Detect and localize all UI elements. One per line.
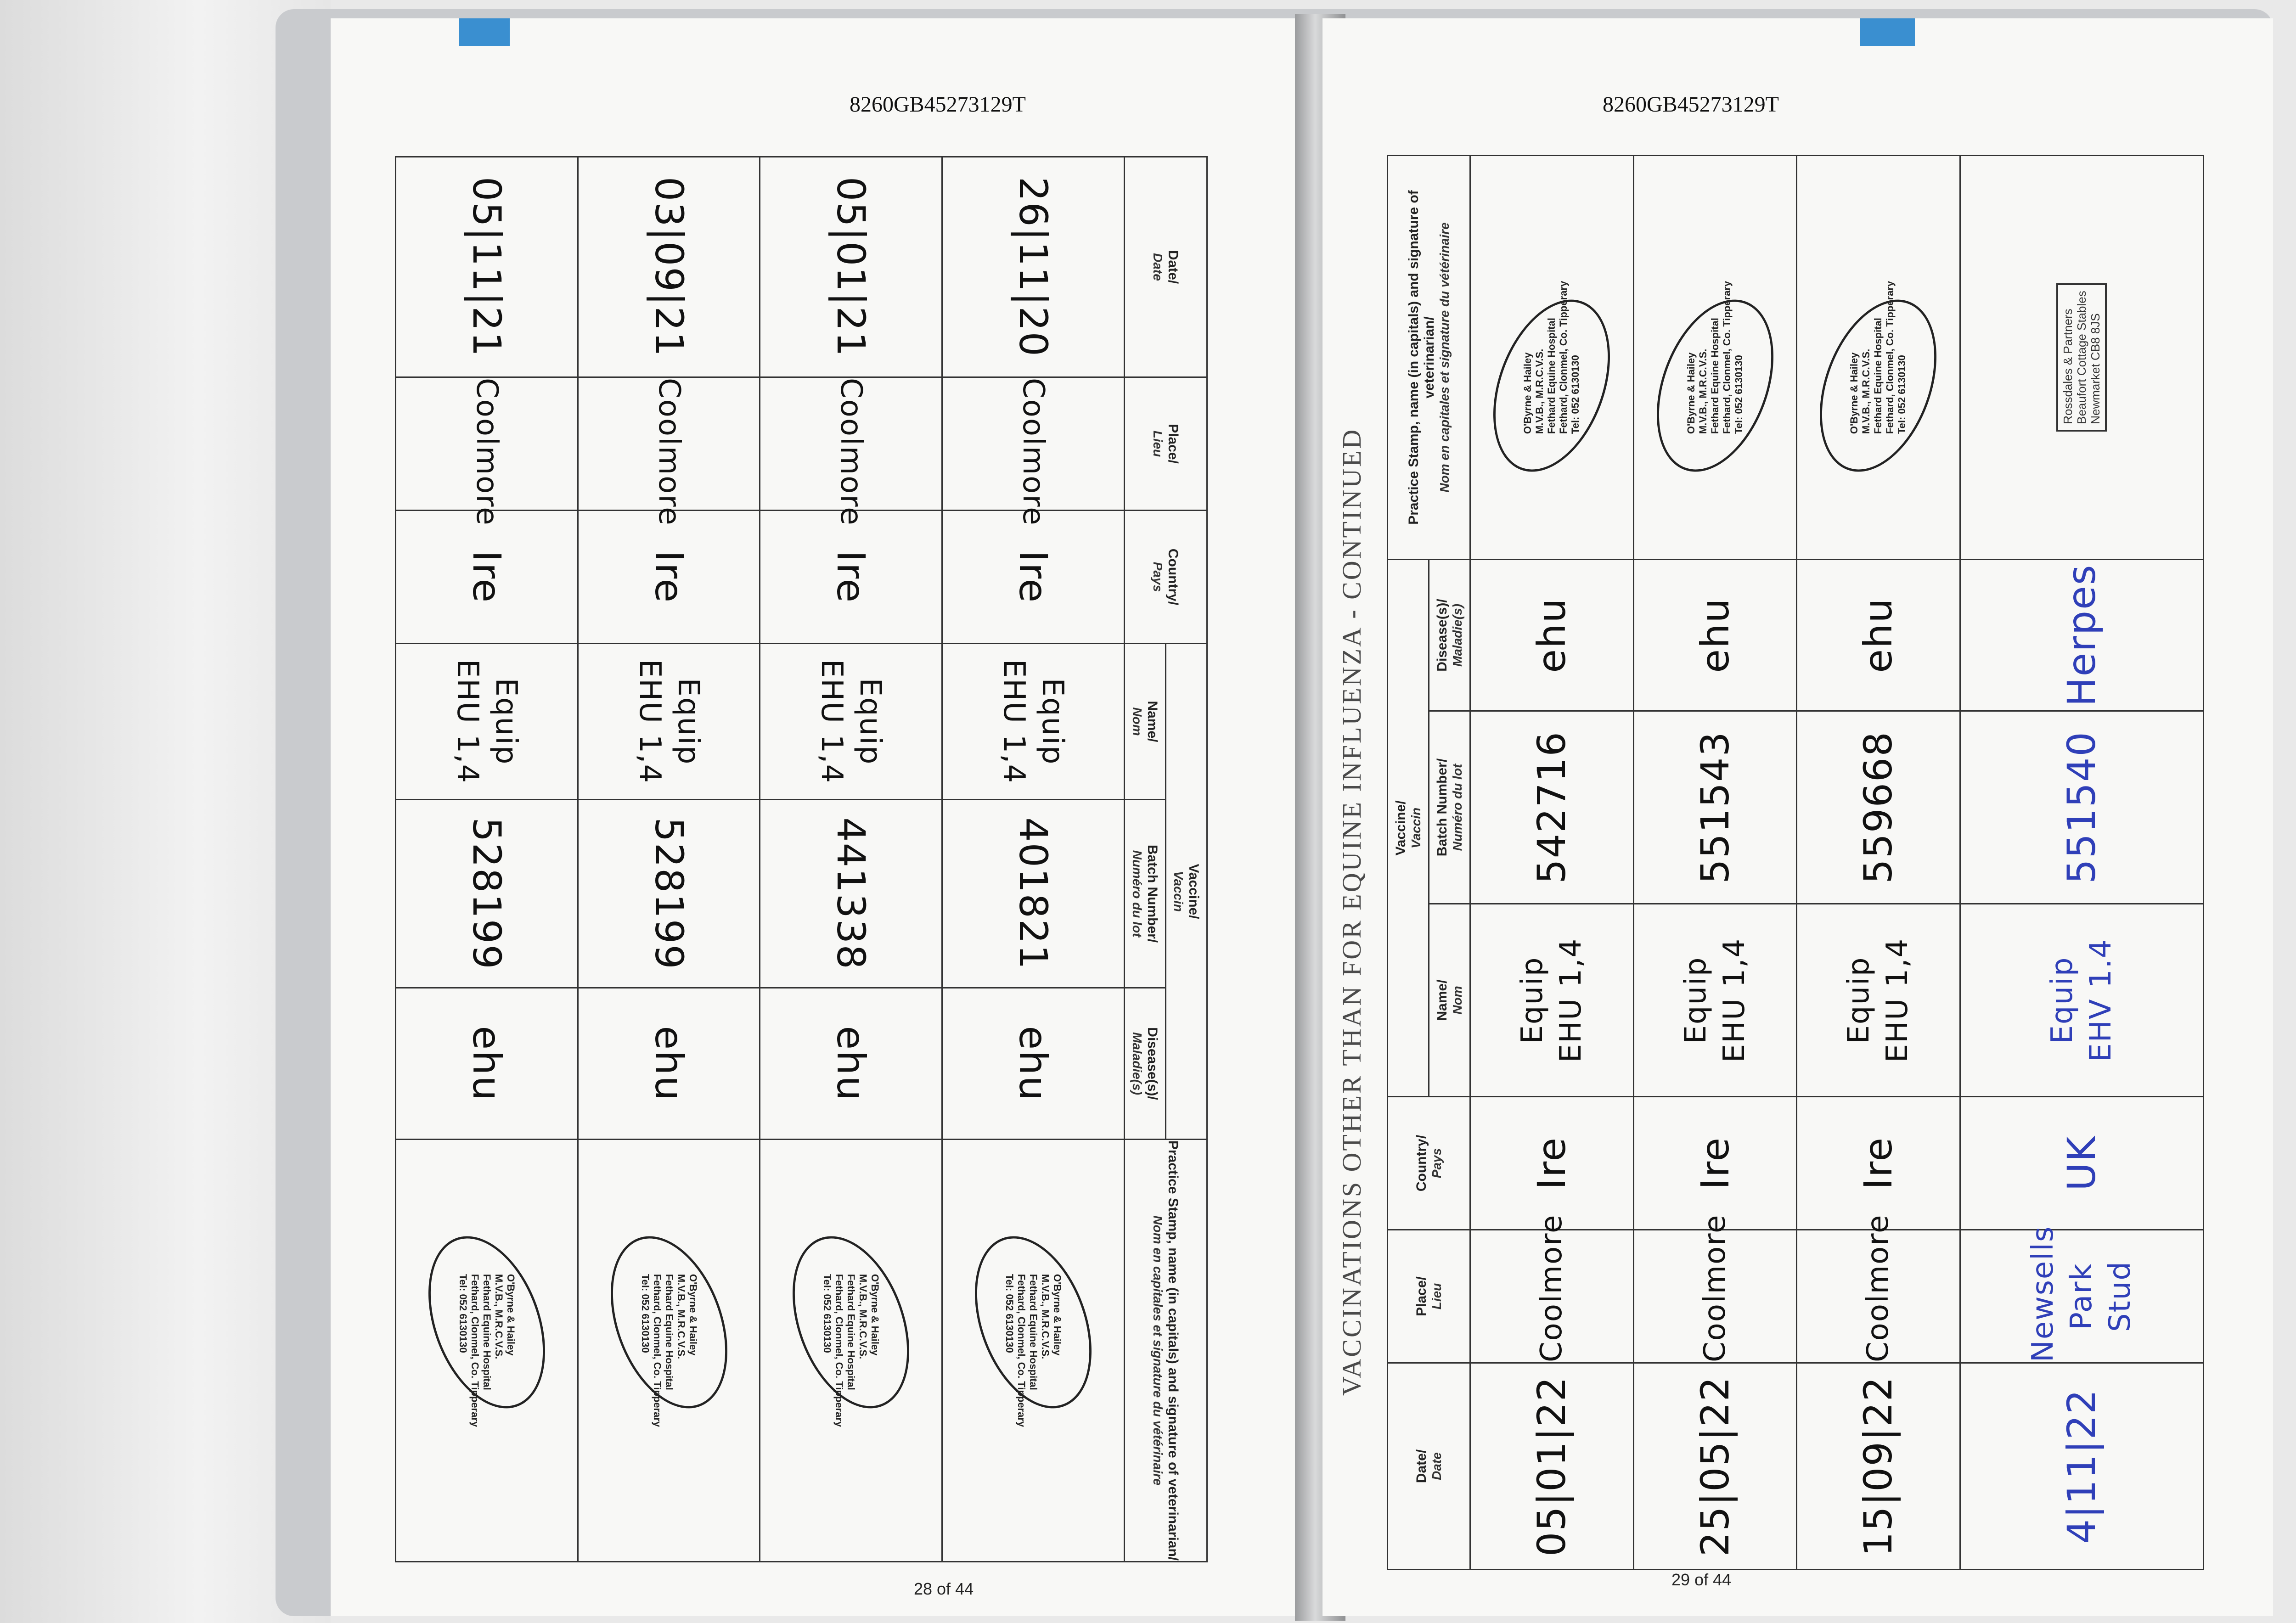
left-page — [331, 18, 1313, 1616]
cell-batch: 542716 — [1470, 711, 1634, 904]
cell-batch: 551543 — [1633, 711, 1797, 904]
table-row — [396, 157, 578, 1562]
cell-place: Coolmore — [578, 377, 760, 511]
table-row — [760, 157, 942, 1562]
signature-loop — [589, 1220, 749, 1424]
vaccination-table-right — [1387, 156, 2204, 1570]
header-country: Country/ Pays — [1388, 1097, 1470, 1230]
page-number: 29 of 44 — [1671, 1570, 1732, 1589]
cell-place: Coolmore — [1470, 1230, 1634, 1363]
cell-date: 03|09|21 — [578, 157, 760, 377]
cell-batch: 528199 — [396, 800, 578, 988]
cell-stamp — [760, 1140, 942, 1562]
cell-date: 4|11|22 — [1960, 1363, 2203, 1570]
cell-date: 26|11|20 — [942, 157, 1125, 377]
cell-disease: Herpes — [1960, 560, 2203, 711]
cell-place: Coolmore — [396, 377, 578, 511]
cell-country: Ire — [578, 511, 760, 644]
page-number: 28 of 44 — [914, 1579, 974, 1598]
practice-stamp: O'Byrne & Hailey M.V.B., M.R.C.V.S. Fethard Equine Hospital Fethard, Clonmel, Co. Tipperary Tel: 052 6130130 — [1517, 267, 1586, 448]
passport-id: 8260GB45273129T — [850, 92, 1026, 117]
header-disease: Disease(s)/ Maladie(s) — [1429, 560, 1470, 711]
cell-country: Ire — [760, 511, 942, 644]
table-row — [1797, 156, 1960, 1570]
cell-place: Coolmore — [760, 377, 942, 511]
header-stamp: Practice Stamp, name (in capitals) and signature of veterinarian/ Nom en capitales et signature du vétérinaire — [1125, 1140, 1207, 1562]
table-row — [578, 157, 760, 1562]
header-name: Name/ Nom — [1429, 904, 1470, 1097]
practice-stamp: O'Byrne & Hailey M.V.B., M.R.C.V.S. Fethard Equine Hospital Fethard, Clonmel, Co. Tipperary Tel: 052 6130130 — [1844, 267, 1913, 448]
vaccination-table-left — [395, 156, 1208, 1561]
table-row — [942, 157, 1125, 1562]
practice-stamp: O'Byrne & Hailey M.V.B., M.R.C.V.S. Fethard Equine Hospital Fethard, Clonmel, Co. Tipperary Tel: 052 6130130 — [452, 1260, 521, 1441]
cell-place: Newsells Park Stud — [1960, 1230, 2203, 1363]
cell-date: 05|01|21 — [760, 157, 942, 377]
practice-stamp: O'Byrne & Hailey M.V.B., M.R.C.V.S. Fethard Equine Hospital Fethard, Clonmel, Co. Tipperary Tel: 052 6130130 — [999, 1260, 1068, 1441]
table-row — [1633, 156, 1797, 1570]
practice-stamp: O'Byrne & Hailey M.V.B., M.R.C.V.S. Fethard Equine Hospital Fethard, Clonmel, Co. Tipperary Tel: 052 6130130 — [816, 1260, 885, 1441]
cell-disease: ehu — [760, 988, 942, 1140]
cell-stamp — [1470, 156, 1634, 560]
cell-batch: 559668 — [1797, 711, 1960, 904]
practice-stamp: O'Byrne & Hailey M.V.B., M.R.C.V.S. Fethard Equine Hospital Fethard, Clonmel, Co. Tipperary Tel: 052 6130130 — [635, 1260, 703, 1441]
cell-stamp — [1633, 156, 1797, 560]
signature-loop — [1472, 284, 1632, 488]
cell-country: Ire — [396, 511, 578, 644]
cell-vaccine-name: Equip EHU 1,4 — [1797, 904, 1960, 1097]
cell-batch: 401821 — [942, 800, 1125, 988]
cell-disease: ehu — [396, 988, 578, 1140]
cell-batch: 528199 — [578, 800, 760, 988]
cell-vaccine-name: Equip EHU 1,4 — [760, 644, 942, 800]
cell-date: 05|01|22 — [1470, 1363, 1634, 1570]
cell-vaccine-name: Equip EHU 1,4 — [942, 644, 1125, 800]
table-row — [1470, 156, 1634, 1570]
section-title: VACCINATIONS OTHER THAN FOR EQUINE INFLUENZA - CONTINUED — [1337, 427, 1367, 1396]
cell-country: UK — [1960, 1097, 2203, 1230]
cell-disease: ehu — [1470, 560, 1634, 711]
cell-stamp — [1797, 156, 1960, 560]
header-vaccine: Vaccine/ Vaccin — [1388, 560, 1429, 1097]
cell-batch: 441338 — [760, 800, 942, 988]
right-page — [1322, 18, 2273, 1616]
cell-date: 05|11|21 — [396, 157, 578, 377]
cell-vaccine-name: Equip EHU 1,4 — [396, 644, 578, 800]
passport-id: 8260GB45273129T — [1603, 92, 1779, 117]
header-place: Place/ Lieu — [1388, 1230, 1470, 1363]
header-stamp: Practice Stamp, name (in capitals) and signature of veterinarian/ Nom en capitales et signature du vétérinaire — [1388, 156, 1470, 560]
header-batch: Batch Number/ Numéro du lot — [1125, 800, 1166, 988]
cell-country: Ire — [1633, 1097, 1797, 1230]
rossdales-stamp: Rossdales & Partners Beaufort Cottage Stables Newmarket CB8 8JS — [2056, 283, 2107, 432]
header-place: Place/ Lieu — [1125, 377, 1207, 511]
cell-vaccine-name: Equip EHU 1,4 — [1633, 904, 1797, 1097]
signature-loop — [1635, 284, 1795, 488]
cell-stamp — [942, 1140, 1125, 1562]
practice-stamp: O'Byrne & Hailey M.V.B., M.R.C.V.S. Fethard Equine Hospital Fethard, Clonmel, Co. Tipperary Tel: 052 6130130 — [1681, 267, 1750, 448]
cell-place: Coolmore — [942, 377, 1125, 511]
cell-date: 15|09|22 — [1797, 1363, 1960, 1570]
cell-disease: ehu — [1797, 560, 1960, 711]
header-disease: Disease(s)/ Maladie(s) — [1125, 988, 1166, 1140]
cell-disease: ehu — [942, 988, 1125, 1140]
signature-loop — [406, 1220, 567, 1424]
header-country: Country/ Pays — [1125, 511, 1207, 644]
signature-loop — [1798, 284, 1959, 488]
cell-date: 25|05|22 — [1633, 1363, 1797, 1570]
cell-vaccine-name: Equip EHU 1,4 — [578, 644, 760, 800]
cell-stamp — [1960, 156, 2203, 560]
cell-stamp — [578, 1140, 760, 1562]
blue-tab — [459, 18, 510, 46]
cell-vaccine-name: Equip EHV 1.4 — [1960, 904, 2203, 1097]
cell-batch: 551540 — [1960, 711, 2203, 904]
signature-loop — [771, 1220, 932, 1424]
header-name: Name/ Nom — [1125, 644, 1166, 800]
blue-tab — [1860, 18, 1915, 46]
cell-disease: ehu — [578, 988, 760, 1140]
cell-country: Ire — [1797, 1097, 1960, 1230]
cell-place: Coolmore — [1633, 1230, 1797, 1363]
cell-country: Ire — [1470, 1097, 1634, 1230]
header-date: Date/ Date — [1125, 157, 1207, 377]
signature-loop — [953, 1220, 1114, 1424]
header-vaccine: Vaccine/ Vaccin — [1166, 644, 1207, 1140]
cell-stamp — [396, 1140, 578, 1562]
cell-place: Coolmore — [1797, 1230, 1960, 1363]
cell-vaccine-name: Equip EHU 1,4 — [1470, 904, 1634, 1097]
cell-disease: ehu — [1633, 560, 1797, 711]
table-row — [1960, 156, 2203, 1570]
cell-country: Ire — [942, 511, 1125, 644]
header-batch: Batch Number/ Numéro du lot — [1429, 711, 1470, 904]
header-date: Date/ Date — [1388, 1363, 1470, 1570]
